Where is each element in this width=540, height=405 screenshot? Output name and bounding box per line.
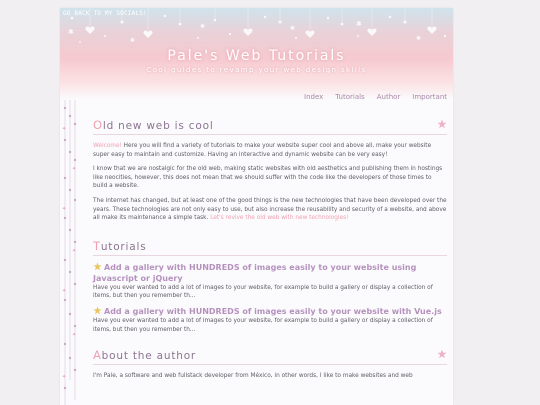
welcome-highlight: Welcome! <box>93 143 122 149</box>
svg-text:✱: ✱ <box>356 20 362 28</box>
author-title-rest: bout the author <box>101 350 197 363</box>
svg-text:✱: ✱ <box>290 25 296 32</box>
site-title: Pale's Web Tutorials <box>167 48 346 64</box>
tutorial-title-link[interactable] <box>93 262 447 284</box>
tutorial-title-text: Add a gallery with HUNDREDS of images easily to your website using Javascript or jQuery <box>93 262 417 283</box>
tutorial-excerpt: Have you ever wanted to add a lot of images to your website, for example to build a gallery or display a collection of items, but then you remember th... <box>93 317 433 333</box>
tutorial-excerpt: Have you ever wanted to add a lot of images to your website, for example to build a gallery or display a collection of items, but then you remember th... <box>93 284 433 300</box>
svg-text:✦: ✦ <box>62 374 67 380</box>
tutorials-title-rest: utorials <box>100 240 147 253</box>
svg-text:✦: ✦ <box>62 206 67 212</box>
main-nav <box>292 93 447 101</box>
main-content <box>93 118 447 381</box>
site-subtitle: Cool guides to revamp your web design skills <box>146 66 367 74</box>
revive-highlight: Let's revive the old web with new technologies! <box>210 215 349 222</box>
intro-section-title <box>93 118 447 135</box>
svg-text:✱: ✱ <box>130 37 136 44</box>
intro-title-rest: ld new web is cool <box>102 120 214 132</box>
intro-paragraph-1 <box>93 142 447 159</box>
svg-text:✦: ✦ <box>72 248 77 254</box>
gold-star-icon <box>93 306 102 315</box>
svg-text:✦: ✦ <box>72 332 77 338</box>
tutorial-item <box>93 262 447 301</box>
side-vine-decoration <box>60 100 80 405</box>
pink-star-icon <box>437 349 447 359</box>
author-paragraph: I'm Pale, a software and web fullstack developer from México, in other words, I like to make websites and web <box>93 373 413 380</box>
svg-text:✦: ✦ <box>62 288 67 294</box>
author-section-title <box>93 348 447 365</box>
svg-text:✦: ✦ <box>62 126 67 132</box>
nav-item-important[interactable]: Important <box>412 93 447 101</box>
nav-item-author[interactable]: Author <box>376 93 401 101</box>
header-banner <box>60 8 453 100</box>
nav-item-tutorials[interactable]: Tutorials <box>335 93 365 101</box>
tutorial-item <box>93 306 447 334</box>
intro-paragraph-1-text: Here you will find a variety of tutorials to make your website super cool and above all, make your website super easy to maintain and customize. Having an interactive and dynamic website can be very easy! <box>93 143 432 158</box>
intro-title-initial: O <box>93 118 103 132</box>
tutorials-title-initial: T <box>93 238 101 253</box>
back-to-socials-link[interactable]: GO BACK TO MY SOCIALS! <box>63 10 147 17</box>
svg-text:✱: ✱ <box>68 28 74 36</box>
pink-star-icon <box>437 119 447 129</box>
intro-paragraph-3-text: The internet has changed, but at least one of the good things is the new technologies that have been developed over the years. These technologies are not only easy to use, but also increase the reusability and security of a website, and above all make its maintenance a simple task. <box>93 197 447 222</box>
tutorial-title-text: Add a gallery with HUNDREDS of images easily to your website with Vue.js <box>104 306 442 316</box>
intro-paragraph-2: I know that we are nostalgic for the old web, making static websites with old aesthetics and publishing them in hostings like neocities, however, this does not mean that we should suffer with the code like the developers of those times to build a website. <box>93 166 443 190</box>
svg-text:✱: ✱ <box>416 35 422 42</box>
intro-paragraph-3 <box>93 197 447 223</box>
svg-text:✦: ✦ <box>72 166 77 172</box>
page-container <box>60 8 453 405</box>
svg-text:✱: ✱ <box>200 23 206 30</box>
author-title-initial: A <box>93 348 102 363</box>
nav-item-index[interactable]: Index <box>304 93 324 101</box>
tutorial-title-link[interactable] <box>93 306 447 317</box>
gold-star-icon <box>93 262 102 271</box>
tutorials-section-title <box>93 239 447 256</box>
